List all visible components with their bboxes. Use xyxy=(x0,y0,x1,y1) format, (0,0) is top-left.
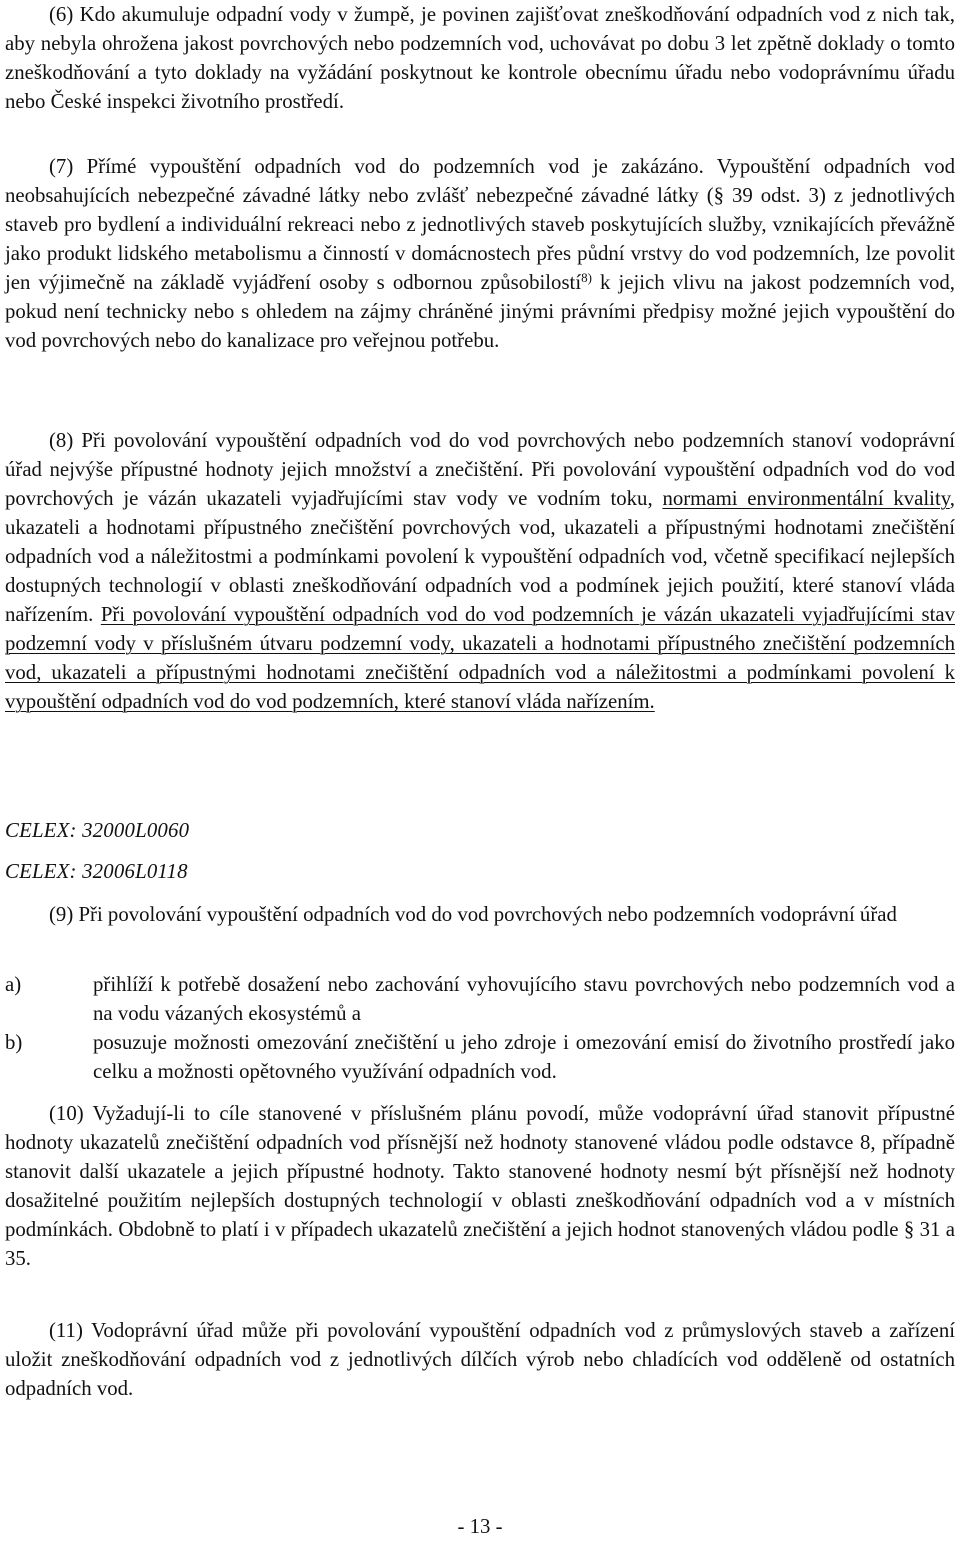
paragraph-8-text-a: (8) Při povolování vypouštění odpadních vod do vod povrchových nebo podzemních stanoví vodoprávní úřad nejvýše přípustné hodnoty jejich množství a znečištění. Při povolování vypouštění odpadních vod do vod povrchových je vázán ukazateli vyjadřujícími stav vody ve vodním toku, xyxy=(5,429,955,510)
celex-reference-2: CELEX: 32006L0118 xyxy=(5,860,188,883)
paragraph-7-text-a: (7) Přímé vypouštění odpadních vod do podzemních vod je zakázáno. Vypouštění odpadních vod neobsahujících nebezpečné závadné látky nebo zvlášť nebezpečné závadné látky (§ 39 odst. 3) z jednotlivých staveb pro bydlení a individuální rekreaci nebo z jednotlivých staveb poskytujících služby, vznikajících převážně jako produkt lidského metabolismu a činností v domácnostech přes půdní vrstvy do vod podzemních, lze povolit jen výjimečně na základě vyjádření osoby s odbornou způsobilostí xyxy=(5,155,955,294)
paragraph-10: (10) Vyžadují-li to cíle stanovené v příslušném plánu povodí, může vodoprávní úřad stanovit přípustné hodnoty ukazatelů znečištění odpadních vod přísnější než hodnoty stanovené vládou podle odstavce 8, případně stanovit další ukazatele a jejich přípustné hodnoty. Takto stanovené hodnoty nesmí být přísnější než hodnoty dosažitelné použitím nejlepších dostupných technologií v oblasti zneškodňování odpadních vod a v místních podmínkách. Obdobně to platí i v případech ukazatelů znečištění a jejich hodnot stanovených vládou podle § 31 a 35. xyxy=(5,1102,955,1270)
paragraph-9-list xyxy=(5,970,955,1086)
list-item-a xyxy=(5,970,955,1028)
paragraph-8-underlined-amendment: Při povolování vypouštění odpadních vod do vod podzemních je vázán ukazateli vyjadřujícími stav podzemní vody v příslušném útvaru podzemní vody, ukazateli a hodnotami přípustného znečištění podzemních vod, ukazateli a přípustnými hodnotami znečištění odpadních vod a náležitostmi a podmínkami povolení k vypouštění odpadních vod do vod podzemních, které stanoví vláda nařízením. xyxy=(5,603,956,713)
paragraph-8-text-b: , ukazateli a hodnotami přípustného znečištění povrchových vod, ukazateli a přípustnými hodnotami znečištění odpadních vod a náležitostmi a podmínkami povolení k vypouštění odpadních vod, včetně specifikací nejlepších dostupných technologií v oblasti zneškodňování odpadních vod a podmínek jejich použití, které stanoví vláda nařízením. xyxy=(5,487,955,626)
paragraph-9: (9) Při povolování vypouštění odpadních vod do vod povrchových nebo podzemních vodoprávní úřad xyxy=(49,903,897,926)
paragraph-8-underlined-norms: normami environmentální kvality xyxy=(662,487,950,510)
page-number: - 13 - xyxy=(457,1515,503,1538)
list-item-b xyxy=(5,1028,955,1086)
list-item-b-text: posuzuje možnosti omezování znečištění u jeho zdroje i omezování emisí do životního prostředí jako celku a možnosti opětovného využívání odpadních vod. xyxy=(93,1031,955,1083)
list-item-a-text: přihlíží k potřebě dosažení nebo zachování vyhovujícího stavu povrchových nebo podzemních vod a na vodu vázaných ekosystémů a xyxy=(93,973,955,1025)
paragraph-8 xyxy=(5,426,955,716)
paragraph-7 xyxy=(5,152,955,355)
footnote-ref-8: 8) xyxy=(581,270,592,285)
paragraph-6: (6) Kdo akumuluje odpadní vody v žumpě, je povinen zajišťovat zneškodňování odpadních vod z nich tak, aby nebyla ohrožena jakost povrchových nebo podzemních vod, uchovávat po dobu 3 let zpětně doklady o tomto zneškodňování a tyto doklady na vyžádání poskytnout ke kontrole obecnímu úřadu nebo vodoprávnímu úřadu nebo České inspekci životního prostředí. xyxy=(5,3,955,113)
celex-reference-1: CELEX: 32000L0060 xyxy=(5,819,190,842)
list-item-a-label: a) xyxy=(5,973,22,996)
paragraph-7-text-b: k jejich vlivu na jakost podzemních vod, pokud není technicky nebo s ohledem na zájmy chráněné jinými právními předpisy možné jejich vypouštění do vod povrchových nebo do kanalizace pro veřejnou potřebu. xyxy=(5,271,955,352)
list-item-b-label: b) xyxy=(5,1031,23,1054)
paragraph-11: (11) Vodoprávní úřad může při povolování vypouštění odpadních vod z průmyslových staveb a zařízení uložit zneškodňování odpadních vod z jednotlivých dílčích výrob nebo chladících vod odděleně od ostatních odpadních vod. xyxy=(5,1319,955,1400)
